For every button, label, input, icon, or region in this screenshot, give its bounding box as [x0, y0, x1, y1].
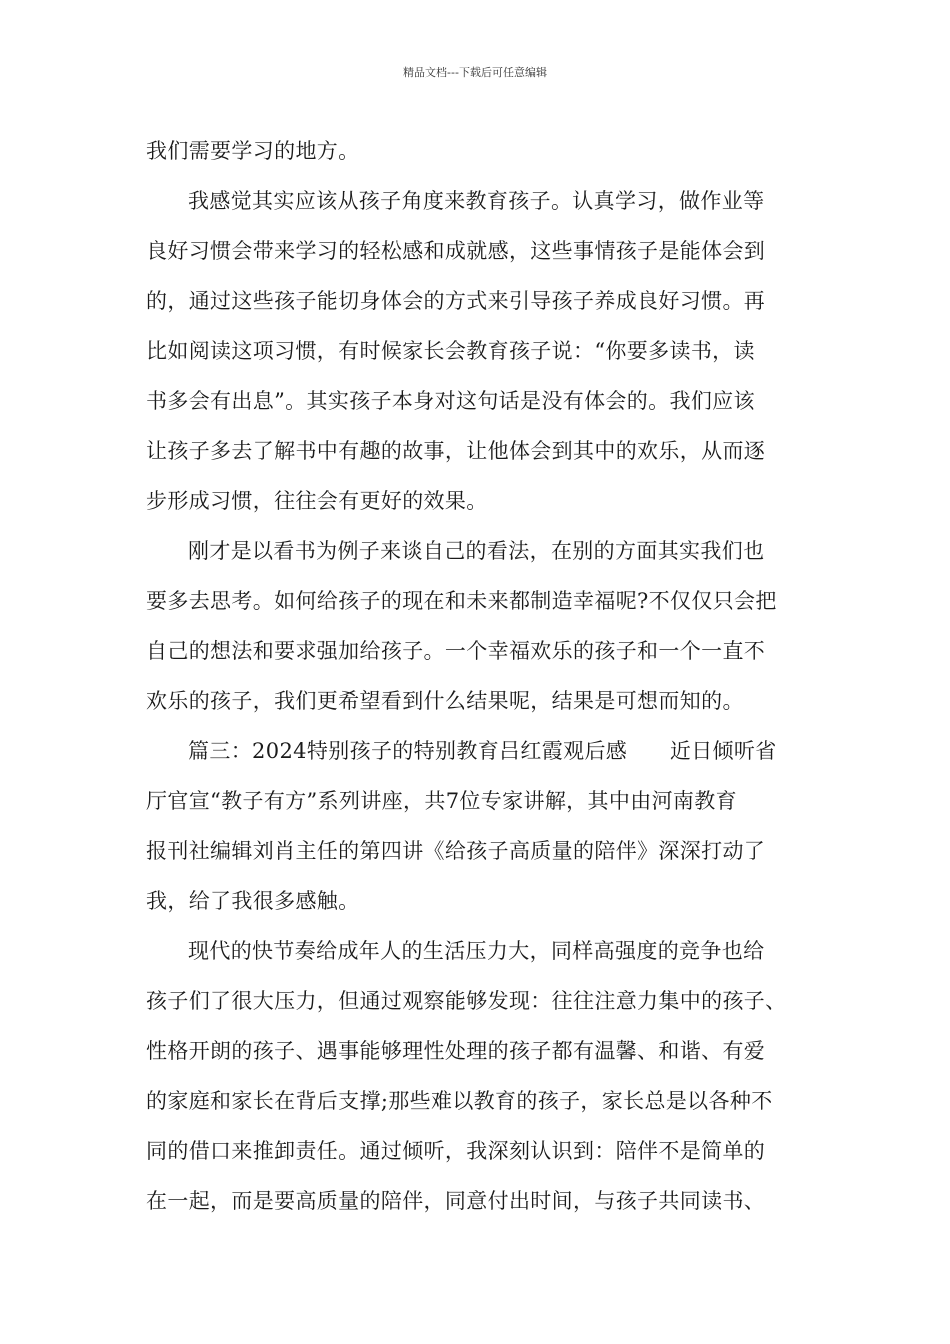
text-line: 我们需要学习的地方。	[146, 139, 360, 163]
text-line: 性格开朗的孩子、遇事能够理性处理的孩子都有温馨、和谐、有爱	[146, 1039, 766, 1063]
text-line: 要多去思考。如何给孩子的现在和未来都制造幸福呢?不仅仅只会把	[146, 589, 777, 613]
text-line: 孩子们了很大压力，但通过观察能够发现：往往注意力集中的孩子、	[146, 989, 787, 1013]
paragraph-start-line: 我感觉其实应该从孩子角度来教育孩子。认真学习，做作业等	[188, 189, 765, 213]
paragraph-start-line: 现代的快节奏给成年人的生活压力大，同样高强度的竞争也给	[188, 939, 765, 963]
text-line: 自己的想法和要求强加给孩子。一个幸福欢乐的孩子和一个一直不	[146, 639, 766, 663]
text-line: 让孩子多去了解书中有趣的故事，让他体会到其中的欢乐，从而逐	[146, 439, 766, 463]
text-line: 厅官宣“教子有方”系列讲座，共7位专家讲解，其中由河南教育	[146, 789, 737, 813]
paragraph-start-line: 篇三：2024特别孩子的特别教育吕红霞观后感 近日倾听省	[188, 739, 777, 763]
page-header: 精品文档---下载后可任意编辑	[403, 66, 547, 79]
text-line: 报刊社编辑刘肖主任的第四讲《给孩子高质量的陪伴》深深打动了	[146, 839, 766, 863]
text-line: 比如阅读这项习惯，有时候家长会教育孩子说：“你要多读书，读	[146, 339, 755, 363]
text-line: 的，通过这些孩子能切身体会的方式来引导孩子养成良好习惯。再	[146, 289, 766, 313]
text-line: 欢乐的孩子，我们更希望看到什么结果呢，结果是可想而知的。	[146, 689, 744, 713]
text-line: 的家庭和家长在背后支撑;那些难以教育的孩子，家长总是以各种不	[146, 1089, 773, 1113]
document-body	[146, 126, 806, 1226]
text-line: 步形成习惯，往往会有更好的效果。	[146, 489, 488, 513]
text-line: 在一起，而是要高质量的陪伴，同意付出时间，与孩子共同读书、	[146, 1189, 766, 1213]
text-line: 同的借口来推卸责任。通过倾听，我深刻认识到：陪伴不是简单的	[146, 1139, 766, 1163]
text-line: 我，给了我很多感触。	[146, 889, 360, 913]
paragraph-start-line: 刚才是以看书为例子来谈自己的看法，在别的方面其实我们也	[188, 539, 765, 563]
text-line: 书多会有出息”。其实孩子本身对这句话是没有体会的。我们应该	[146, 389, 755, 413]
text-line: 良好习惯会带来学习的轻松感和成就感，这些事情孩子是能体会到	[146, 239, 766, 263]
